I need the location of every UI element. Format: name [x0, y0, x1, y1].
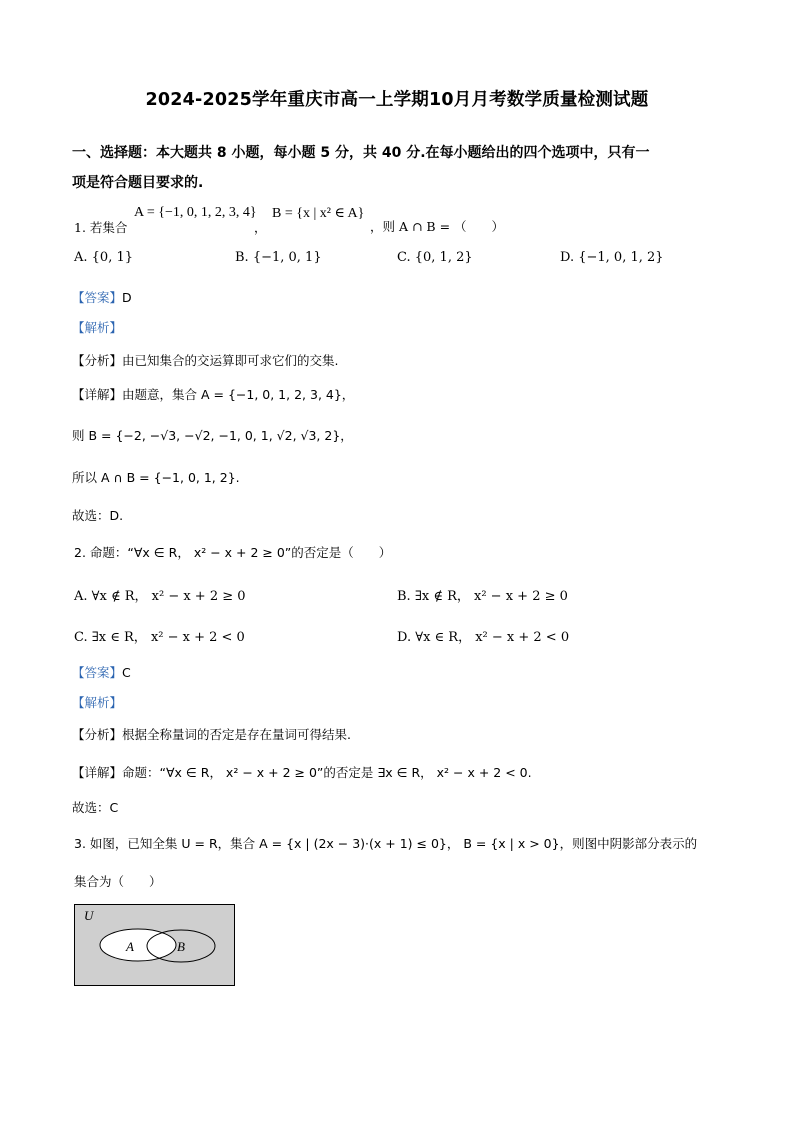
venn-diagram — [74, 904, 235, 986]
q1-answer — [72, 287, 132, 306]
q1-option-c: C. {0, 1, 2} — [397, 250, 473, 265]
q2-option-d: D. ∀x ∈ R， x² − x + 2 < 0 — [397, 630, 570, 645]
answer-value: D — [122, 290, 132, 305]
fenxi-label: 【分析】 — [72, 727, 123, 742]
q2-option-b: B. ∃x ∉ R， x² − x + 2 ≥ 0 — [397, 589, 568, 604]
set-b-label: B — [177, 939, 185, 954]
q1-conclusion: 故选：D. — [72, 508, 124, 523]
universe-label: U — [84, 908, 94, 923]
q1-option-b: B. {−1, 0, 1} — [235, 250, 322, 265]
q1-comma: ， — [254, 220, 267, 235]
fenxi-label: 【分析】 — [72, 353, 123, 368]
q1-option-a: A. {0, 1} — [74, 250, 134, 265]
answer-label: 【答案】 — [72, 290, 123, 305]
q1-set-b: B = {x | x² ∈ A} — [272, 206, 365, 221]
q2-conclusion: 故选：C — [72, 800, 119, 815]
q1-detail-2: 则 B = {−2, −√3, −√2, −1, 0, 1, √2, √3, 2}， — [72, 428, 353, 443]
fenxi-text: 由已知集合的交运算即可求它们的交集. — [122, 353, 339, 368]
answer-label: 【答案】 — [72, 665, 123, 680]
page-title: 2024-2025学年重庆市高一上学期10月月考数学质量检测试题 — [145, 90, 649, 110]
q2-option-a: A. ∀x ∉ R， x² − x + 2 ≥ 0 — [74, 589, 246, 604]
q1-stem-prefix: 1. 若集合 — [74, 220, 128, 235]
q1-detail-3: 所以 A ∩ B = {−1, 0, 1, 2}. — [72, 470, 240, 485]
answer-value: C — [122, 665, 131, 680]
section-heading-line2: 项是符合题目要求的. — [72, 175, 204, 191]
q1-stem-suffix: ，则 A ∩ B = （ ） — [370, 219, 505, 234]
q2-fenxi — [72, 724, 351, 743]
q3-stem-line1: 3. 如图，已知全集 U = R，集合 A = {x | (2x − 3)·(x + 1) ≤ 0}， B = {x | x > 0}，则图中阴影部分表示的 — [74, 836, 698, 851]
q2-stem: 2. 命题：“∀x ∈ R， x² − x + 2 ≥ 0”的否定是（ ） — [74, 545, 392, 560]
q2-option-c: C. ∃x ∈ R， x² − x + 2 < 0 — [74, 630, 245, 645]
xiangjie-label: 【详解】 — [72, 765, 123, 780]
q1-detail-1 — [72, 384, 354, 403]
set-a-label: A — [126, 939, 134, 954]
section-heading-line1: 一、选择题：本大题共 8 小题，每小题 5 分，共 40 分.在每小题给出的四个选项中，只有一 — [72, 145, 650, 161]
q2-analysis-label: 【解析】 — [72, 695, 123, 710]
xiangjie-label: 【详解】 — [72, 387, 123, 402]
q3-stem-line2: 集合为（ ） — [74, 874, 162, 889]
detail-text: 由题意，集合 A = {−1, 0, 1, 2, 3, 4}， — [122, 387, 355, 402]
q1-analysis-label: 【解析】 — [72, 320, 123, 335]
q2-answer — [72, 662, 131, 681]
q1-option-d: D. {−1, 0, 1, 2} — [560, 250, 664, 265]
q1-fenxi — [72, 350, 339, 369]
set-a-ellipse — [100, 929, 176, 961]
fenxi-text: 根据全称量词的否定是存在量词可得结果. — [122, 727, 351, 742]
detail-text: 命题：“∀x ∈ R， x² − x + 2 ≥ 0”的否定是 ∃x ∈ R， x² − x + 2 < 0. — [122, 765, 532, 780]
q2-detail — [72, 762, 532, 781]
q1-set-a: A = {−1, 0, 1, 2, 3, 4} — [134, 205, 257, 220]
